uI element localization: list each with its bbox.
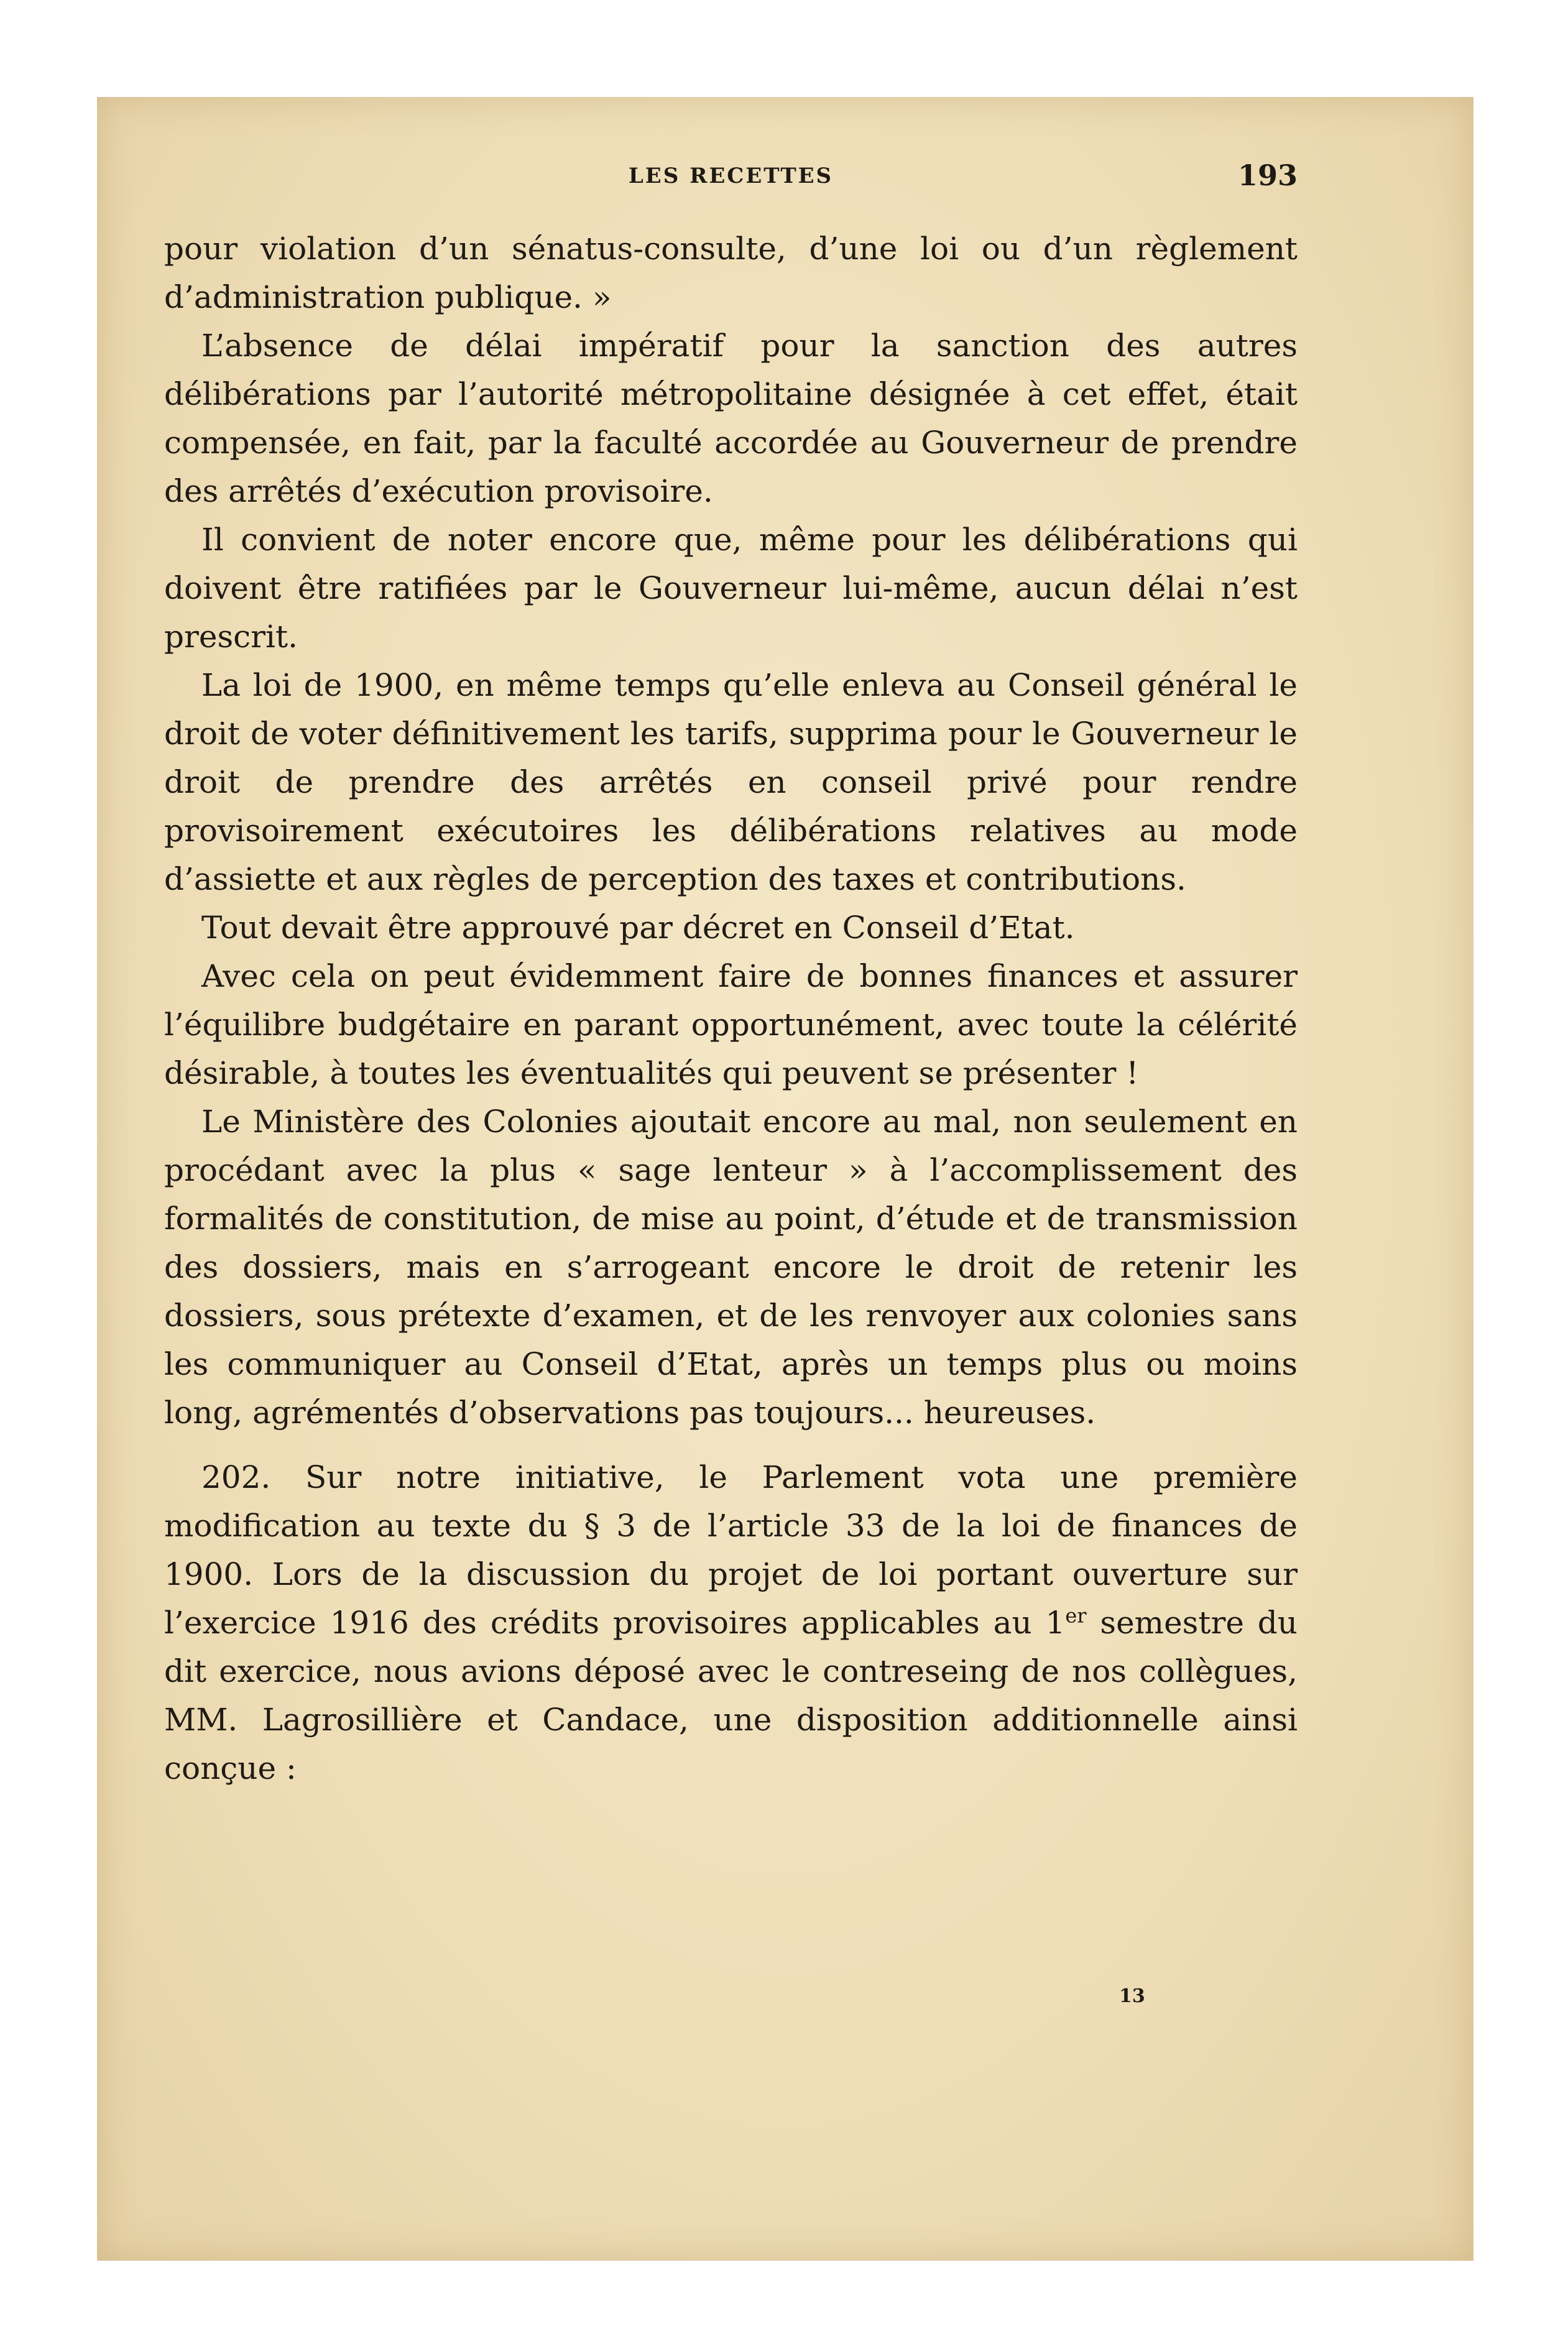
page-number: 193 xyxy=(1237,159,1298,192)
paragraph-text-part: semestre du dit exercice, nous avions déposé avec le contreseing de nos collègues, MM. Lagrosillière et Candace, une disposition additionnelle ainsi conçue : xyxy=(164,1605,1298,1786)
paragraph: Il convient de noter encore que, même pour les délibérations qui doivent être ratifiées par le Gouverneur lui-même, aucun délai n’est prescrit. xyxy=(164,522,1298,655)
numbered-paragraph-202 xyxy=(164,1453,1298,1793)
paragraph: L’absence de délai impératif pour la sanction des autres délibérations par l’autorité métropolitaine désignée à cet effet, était compensée, en fait, par la faculté accordée au Gouverneur de prendre des arrêtés d’exécution provisoire. xyxy=(164,328,1298,509)
paragraph-continuation: pour violation d’un sénatus-consulte, d’une loi ou d’un règlement d’administration publique. » xyxy=(164,231,1298,315)
signature-mark: 13 xyxy=(1119,1985,1145,2007)
page-header xyxy=(164,155,1298,198)
running-head: LES RECETTES xyxy=(628,164,834,188)
body-text xyxy=(164,224,1298,1793)
paragraph-text-part: 202. Sur notre initiative, le Parlement vota une première modification au texte du § 3 de l’article 33 de la loi de finances de 1900. Lors de la discussion du projet de loi portant ouverture sur l’exercice 1916 des crédits provisoires applicables au 1 xyxy=(164,1459,1298,1641)
superscript: er xyxy=(1065,1604,1087,1628)
paragraph: Tout devait être approuvé par décret en Conseil d’Etat. xyxy=(201,910,1075,946)
paragraph: Avec cela on peut évidemment faire de bonnes finances et assurer l’équilibre budgétaire en parant opportunément, avec toute la célérité désirable, à toutes les éventualités qui peuvent se présenter ! xyxy=(164,958,1298,1091)
paragraph: Le Ministère des Colonies ajoutait encore au mal, non seulement en procédant avec la plus « sage lenteur » à l’accomplissement des formalités de constitution, de mise au point, d’étude et de transmission des dossiers, mais en s’arrogeant encore le droit de retenir les dossiers, sous prétexte d’examen, et de les renvoyer aux colonies sans les communiquer au Conseil d’Etat, après un temps plus ou moins long, agrémentés d’observations pas toujours... heureuses. xyxy=(164,1104,1298,1431)
paragraph: La loi de 1900, en même temps qu’elle enleva au Conseil général le droit de voter définitivement les tarifs, supprima pour le Gouverneur le droit de prendre des arrêtés en conseil privé pour rendre provisoirement exécutoires les délibérations relatives au mode d’assiette et aux règles de perception des taxes et contributions. xyxy=(164,667,1298,897)
